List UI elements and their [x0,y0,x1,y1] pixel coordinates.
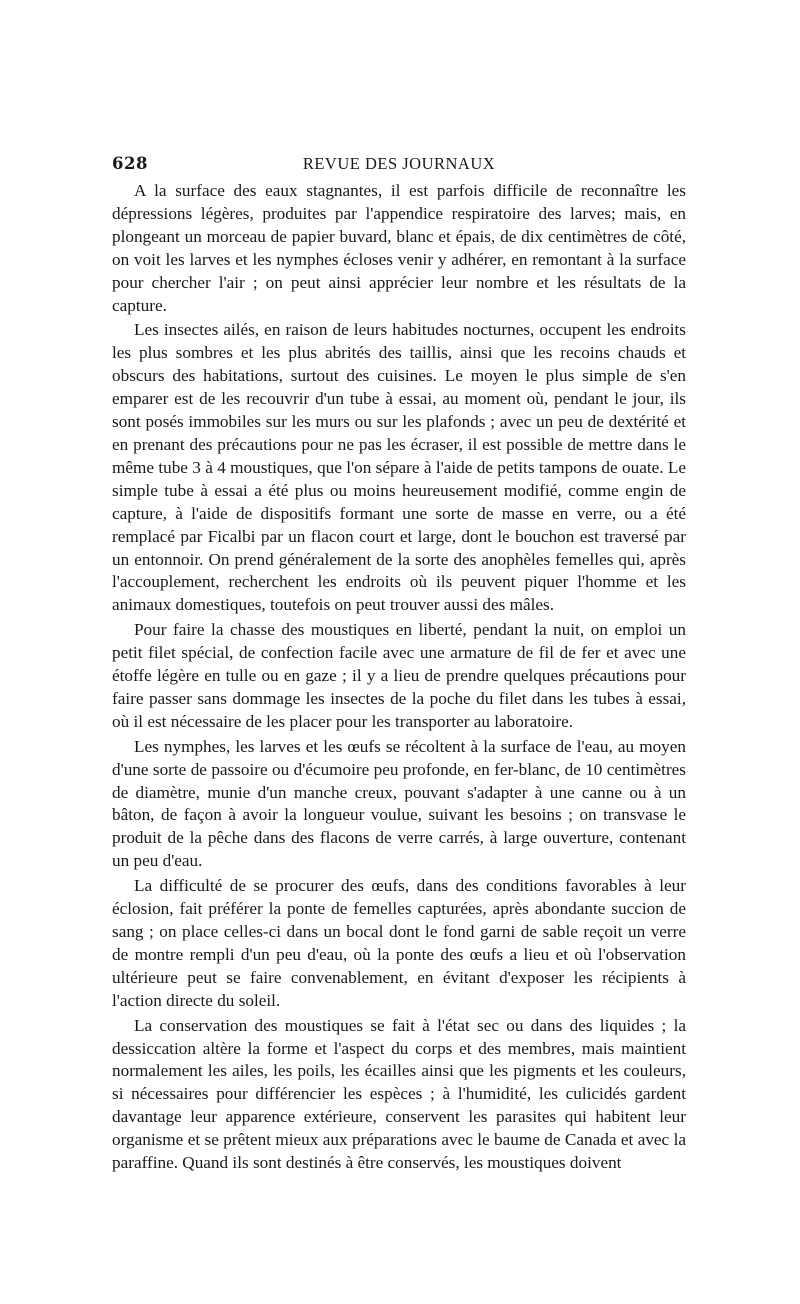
paragraph-surface-eaux: A la surface des eaux stagnantes, il est parfois difficile de reconnaître les dépressions légères, produites par l'appendice respiratoire des larves; mais, en plongeant un morceau de papier buvard, blanc et épais, de dix centimètres de côté, on voit les larves et les nymphes écloses venir y adhérer, en remontant à la surface pour chercher l'air ; on peut ainsi apprécier leur nombre et les résultats de la capture. [112,181,686,315]
running-title: REVUE DES JOURNAUX [302,154,496,173]
page-header [112,150,686,180]
document-page [112,150,686,1175]
article-body [112,180,686,1175]
paragraph-conservation: La conservation des moustiques se fait à l'état sec ou dans des liquides ; la dessiccation altère la forme et l'aspect du corps et des membres, mais maintient normalement les ailes, les poils, les écailles ainsi que les pigments et les couleurs, si nécessaires pour différencier les espèces ; à l'humidité, les culicidés gardent davantage leur apparence extérieure, conservent les parasites qui habitent leur organisme et se prêtent mieux aux préparations avec le baume de Canada et avec la paraffine. Quand ils sont destinés à être conservés, les moustiques doivent [112,1015,686,1173]
page-number: 628 [112,154,148,173]
paragraph-nymphes-larves: Les nymphes, les larves et les œufs se récoltent à la surface de l'eau, au moyen d'une sorte de passoire ou d'écumoire peu profonde, en fer-blanc, de 10 centimètres de diamètre, munie d'un manche creux, pouvant s'adapter à une canne ou à un bâton, de façon à avoir la longueur voulue, suivant les besoins ; on transvase le produit de la pêche dans des flacons de verre carrés, à large ouverture, contenant un peu d'eau. [112,736,686,871]
paragraph-insectes-ailes: Les insectes ailés, en raison de leurs habitudes nocturnes, occupent les endroits les plus sombres et les plus abrités des taillis, ainsi que les recoins chauds et obscurs des habitations, surtout des cuisines. Le moyen le plus simple de s'en emparer est de les recouvrir d'un tube à essai, au moment où, pendant le jour, ils sont posés immobiles sur les murs ou sur les plafonds ; avec un peu de dextérité et en prenant des précautions pour ne pas les écraser, il est possible de mettre dans le même tube 3 à 4 moustiques, que l'on sépare à l'aide de petits tampons de ouate. Le simple tube à essai a été plus ou moins heureusement modifié, comme engin de capture, à l'aide de dispositifs formant une sorte de masse en verre, ou a été remplacé par Ficalbi par un flacon court et large, dont le bouchon est traversé par un entonnoir. On prend généralement de la sorte des anophèles femelles qui, après l'accouplement, recherchent les endroits où ils peuvent piquer l'homme et les animaux domestiques, toutefois on peut trouver aussi des mâles. [112,320,686,615]
paragraph-chasse-moustiques: Pour faire la chasse des moustiques en liberté, pendant la nuit, on emploi un petit filet spécial, de confection facile avec une armature de fil de fer et avec une étoffe légère en tulle ou en gaze ; il y a lieu de prendre quelques précautions pour faire passer sans dommage les insectes de la poche du filet dans les tubes à essai, où il est nécessaire de les placer pour les transporter au laboratoire. [112,620,686,731]
paragraph-difficulte-oeufs: La difficulté de se procurer des œufs, dans des conditions favorables à leur éclosion, fait préférer la ponte de femelles capturées, après abondante succion de sang ; on place celles-ci dans un bocal dont le fond garni de sable reçoit un verre de montre rempli d'un peu d'eau, où la ponte des œufs a lieu et où l'observation ultérieure peut se faire convenablement, en évitant d'exposer les récipients à l'action directe du soleil. [112,876,686,1010]
